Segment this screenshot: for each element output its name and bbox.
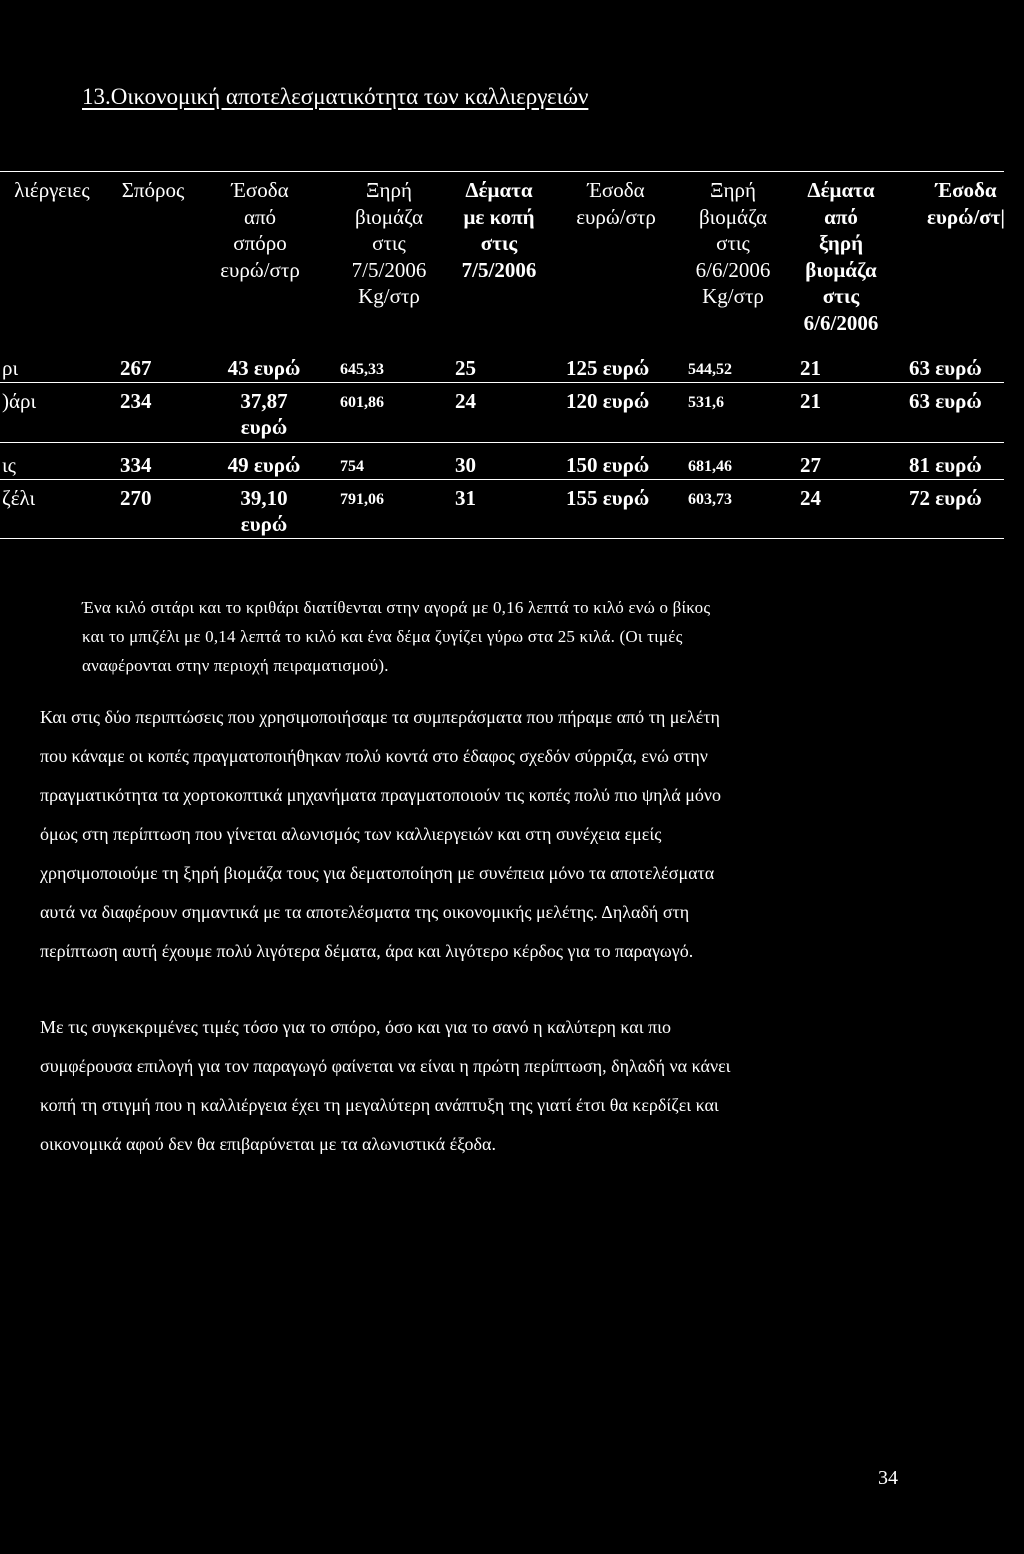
row-divider: [0, 442, 1004, 443]
section-heading: 13.Οικονομική αποτελεσματικότητα των καλλιεργειών: [82, 84, 589, 109]
table-cell: 27: [800, 453, 821, 477]
table-header-cell: βιομάζα: [354, 204, 424, 229]
table-header-cell: από: [824, 204, 858, 229]
table-header-cell: ευρώ/στρ: [220, 257, 300, 282]
table-header-cell: Kg/στρ: [358, 284, 420, 308]
table-header-cell: στις: [372, 231, 406, 255]
paragraph-line: περίπτωση αυτή έχουμε πολύ λιγότερα δέματα, άρα και λιγότερο κέρδος για το παραγωγό.: [40, 941, 694, 961]
table-header-cell: σπόρο: [233, 231, 287, 255]
table-cell: )άρι: [2, 389, 37, 413]
table-header-cell: από: [243, 204, 277, 229]
table-cell: 681,46: [688, 458, 732, 475]
paragraph-line: οικονομικά αφού δεν θα επιβαρύνεται με τα αλωνιστικά έξοδα.: [40, 1134, 496, 1154]
table-cell: 544,52: [688, 361, 732, 378]
table-cell: 63 ευρώ: [909, 356, 982, 380]
table-cell: 601,86: [340, 394, 384, 411]
table-header-cell: Έσοδα: [935, 178, 997, 202]
table-cell: 155 ευρώ: [566, 486, 650, 510]
table-cell: 270: [120, 486, 152, 510]
paragraph-line: Και στις δύο περιπτώσεις που χρησιμοποιήσαμε τα συμπεράσματα που πήραμε από τη μελέτη: [40, 707, 720, 727]
table-cell: 72 ευρώ: [909, 486, 982, 510]
table-header-cell: λιέργειες: [14, 178, 90, 202]
table-header-cell: Δέματα: [465, 178, 533, 202]
table-cell: 24: [455, 389, 476, 413]
table-header-cell: Ξηρή: [710, 178, 756, 202]
paragraph-line: που κάναμε οι κοπές πραγματοποιήθηκαν πολύ κοντά στο έδαφος σχεδόν σύρριζα, ενώ στην: [40, 746, 708, 766]
paragraph-line: κοπή τη στιγμή που η καλλιέργεια έχει τη μεγαλύτερη ανάπτυξη της γιατί έτσι θα κερδίζει και: [40, 1095, 719, 1115]
paragraph-line: αυτά να διαφέρουν σημαντικά με τα αποτελέσματα της οικονομικής μελέτης. Δηλαδή στη: [40, 902, 690, 922]
paragraph-line: χρησιμοποιούμε τη ξηρή βιομάζα τους για δεματοποίηση με συνέπεια μόνο τα αποτελέσματα: [40, 863, 715, 883]
table-cell: 37,87 ευρώ: [240, 389, 288, 439]
table-cell: 120 ευρώ: [566, 389, 650, 413]
table-cell: 31: [455, 486, 476, 510]
table-cell: 81 ευρώ: [909, 453, 982, 477]
table-cell: ζέλι: [2, 486, 36, 510]
paragraph-line: όμως στη περίπτωση που γίνεται αλωνισμός των καλλιεργειών και στη συνέχεια εμείς: [40, 824, 662, 844]
table-cell: 125 ευρώ: [566, 356, 650, 380]
table-cell: 30: [455, 453, 476, 477]
table-cell: 334: [120, 453, 152, 477]
table-top-rule: [0, 171, 1004, 172]
table-header-cell: 6/6/2006: [695, 257, 771, 282]
table-cell: 39,10 ευρώ: [240, 486, 288, 536]
paragraph-line: Με τις συγκεκριμένες τιμές τόσο για το σπόρο, όσο και για το σανό η καλύτερη και πιο: [40, 1017, 671, 1037]
table-header-cell: Έσοδα: [231, 178, 289, 202]
table-header-cell: 7/5/2006: [351, 257, 427, 282]
paragraph-line: πραγματικότητα τα χορτοκοπτικά μηχανήματα πραγματοποιούν τις κοπές πολύ πιο ψηλά μόνο: [40, 785, 722, 805]
table-header-cell: ευρώ/στ|: [926, 204, 1006, 229]
table-header-cell: Σπόρος: [121, 178, 185, 202]
note-line: Ένα κιλό σιτάρι και το κριθάρι διατίθενται στην αγορά με 0,16 λεπτά το κιλό ενώ ο βίκος: [82, 598, 711, 617]
table-header-cell: ευρώ/στρ: [576, 204, 656, 229]
table-header-cell: στις: [480, 231, 518, 255]
row-divider: [0, 479, 1004, 480]
table-cell: 150 ευρώ: [566, 453, 650, 477]
note-line: και το μπιζέλι με 0,14 λεπτά το κιλό και ένα δέμα ζυγίζει γύρω στα 25 κιλά. (Οι τιμές: [82, 627, 683, 646]
table-cell: 24: [800, 486, 821, 510]
table-header-cell: βιομάζα: [805, 257, 877, 282]
table-cell: 791,06: [340, 491, 384, 508]
table-header-cell: Έσοδα: [587, 178, 645, 202]
table-cell: 234: [120, 389, 152, 413]
table-cell: 63 ευρώ: [909, 389, 982, 413]
paragraph-line: συμφέρουσα επιλογή για τον παραγωγό φαίνεται να είναι η πρώτη περίπτωση, δηλαδή να κάνει: [40, 1056, 731, 1076]
table-header-cell: ξηρή: [819, 231, 863, 255]
table-header-cell: στις: [716, 231, 750, 255]
table-header-cell: βιομάζα: [698, 204, 768, 229]
table-bottom-rule: [0, 538, 1004, 539]
table-cell: 21: [800, 356, 821, 380]
table-cell: 21: [800, 389, 821, 413]
table-header-cell: 6/6/2006: [803, 310, 879, 335]
table-header-cell: 7/5/2006: [461, 257, 537, 282]
note-line: αναφέρονται στην περιοχή πειραματισμού).: [82, 656, 389, 675]
table-cell: ις: [2, 453, 16, 477]
table-cell: 49 ευρώ: [227, 453, 301, 477]
table-header-cell: στις: [822, 284, 860, 308]
table-header-cell: με κοπή: [463, 204, 535, 229]
table-cell: 267: [120, 356, 152, 380]
table-cell: 754: [340, 458, 364, 475]
table-header-cell: Kg/στρ: [702, 284, 764, 308]
table-header-cell: Δέματα: [807, 178, 875, 202]
table-cell: 531,6: [688, 394, 724, 411]
page-number: 34: [878, 1467, 898, 1489]
table-header-cell: Ξηρή: [366, 178, 412, 202]
table-cell: 25: [455, 356, 476, 380]
table-cell: 645,33: [340, 361, 384, 378]
table-cell: 43 ευρώ: [227, 356, 301, 380]
row-divider: [0, 382, 1004, 383]
table-cell: 603,73: [688, 491, 732, 508]
table-cell: ρι: [2, 356, 19, 380]
